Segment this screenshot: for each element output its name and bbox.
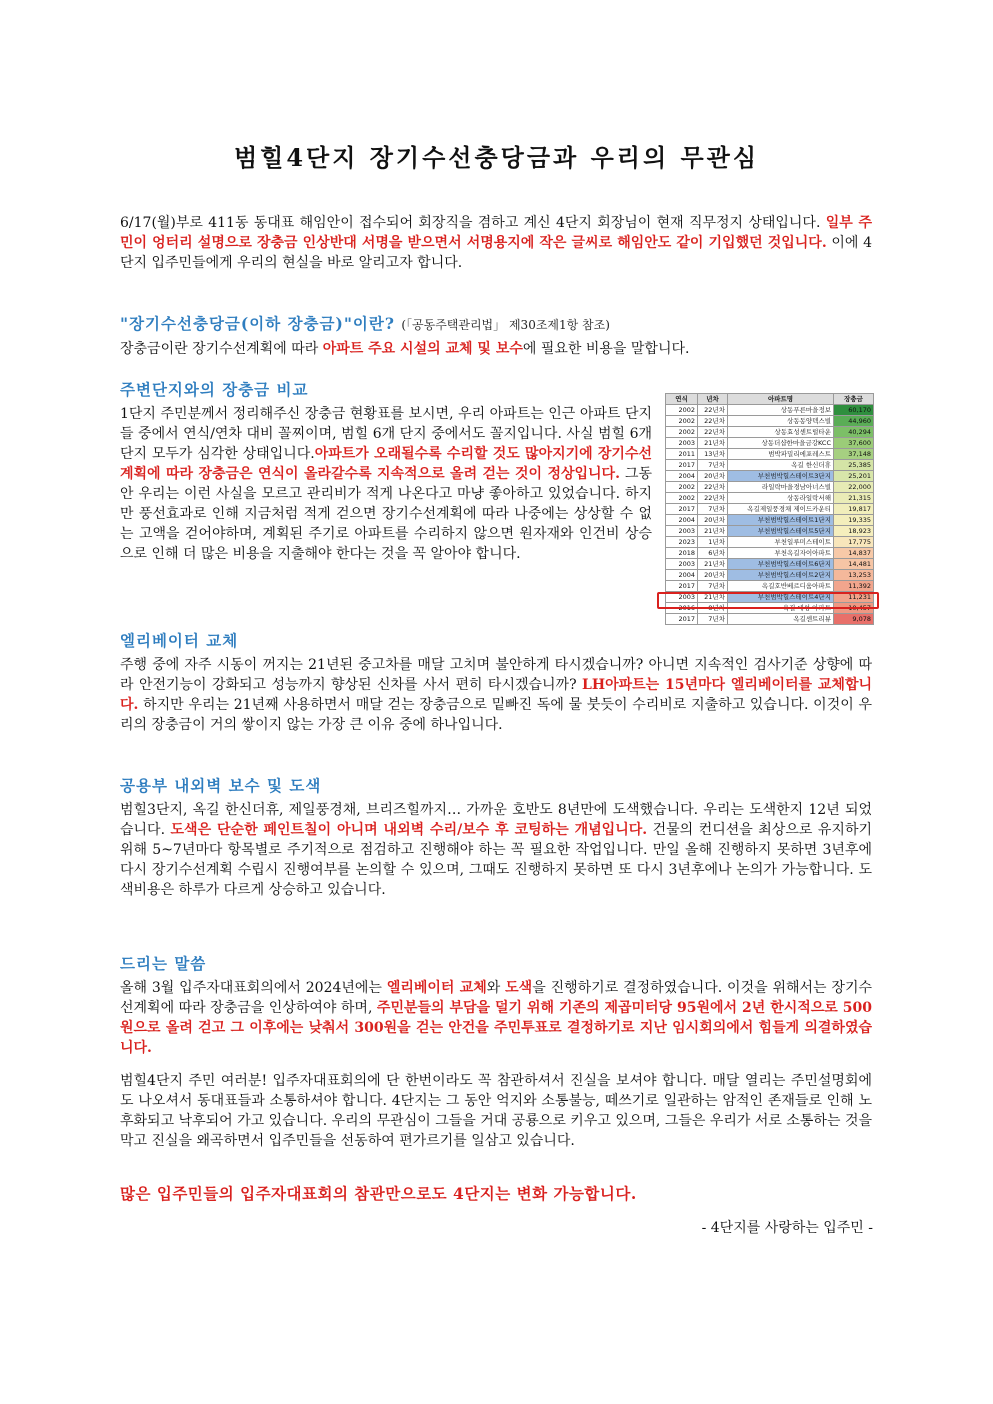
cell-fee: 37,600 (834, 438, 874, 449)
paint-highlight: 도색은 단순한 페인트칠이 아니며 내외벽 수리/보수 후 코팅하는 개념입니다. (170, 822, 648, 838)
cell-name: 옥길 대성 아파트 (728, 603, 834, 614)
signature: - 4단지를 사랑하는 입주민 - (701, 1220, 873, 1236)
col-fee: 장충금 (834, 394, 874, 405)
paint-text: 범힐3단지, 옥길 한신더휴, 제일풍경채, 브리즈힐까지… 가까운 호반도 8년만에 도색했습니다. 우리는 도색한지 12년 되었습니다. (120, 802, 872, 838)
cell-year: 2017 (666, 614, 698, 625)
compare-highlight: 아파트가 오래될수록 수리할 것도 많아지기에 장기수선계획에 따라 장충금은 연식이 올라갈수록 지속적으로 올려 걷는 것이 정상입니다. (120, 446, 653, 482)
cell-name: 부천범박힐스테이트4단지 (728, 592, 834, 603)
cell-fee: 14,837 (834, 548, 874, 559)
cell-year: 2004 (666, 570, 698, 581)
message-paragraph-1 (120, 978, 872, 1058)
cell-year: 2003 (666, 559, 698, 570)
cell-year: 2017 (666, 581, 698, 592)
cell-name: 옥길 한신더휴 (728, 460, 834, 471)
elevator-text: 주행 중에 자주 시동이 꺼지는 21년된 중고차를 매달 고치며 불안하게 타시겠습니까? 아니면 지속적인 검사기준 상향에 따라 안전기능이 강화되고 성능까지 향상된 신차를 사서 편히 타시겠습니까? (120, 657, 872, 693)
cell-age: 22년차 (698, 405, 728, 416)
cell-age: 1년차 (698, 537, 728, 548)
col-year: 연식 (666, 394, 698, 405)
definition-heading (120, 312, 610, 334)
message-paragraph-2: 범힐4단지 주민 여러분! 입주자대표회의에 단 한번이라도 꼭 참관하셔서 진실을 보셔야 합니다. 매달 열리는 주민설명회에도 나오셔서 동대표들과 소통하셔야 합니다. 4단지는 그 동안 억지와 소통불능, 떼쓰기로 일관하는 암적인 존재들로 인해 노후화되고 낙후되어 가고 있습니다. 우리의 무관심이 그들을 거대 공룡으로 키우고 있으며, 그들은 우리가 서로 소통하는 것을 막고 진실을 왜곡하면서 입주민들을 선동하여 편가르기를 일삼고 있습니다. (120, 1073, 872, 1149)
table-row (666, 548, 874, 559)
paint-text-end: 건물의 컨디션을 최상으로 유지하기 위해 5~7년마다 항목별로 주기적으로 점검하고 진행해야 하는 꼭 필요한 작업입니다. 만일 올해 진행하지 못하면 3년후에 다시 장기수선계획 수립시 진행여부를 논의할 수 있으며, 그때도 진행하지 못하면 또 다시 3년후에나 논의가 가능합니다. 도색비용은 하루가 다르게 상승하고 있습니다. (120, 822, 872, 898)
intro-text-end: 이에 4단지 입주민들에게 우리의 현실을 바로 알리고자 합니다. (120, 235, 872, 271)
table-row (666, 438, 874, 449)
cell-year: 2017 (666, 460, 698, 471)
cell-age: 20년차 (698, 515, 728, 526)
cell-age: 8년차 (698, 603, 728, 614)
cell-age: 22년차 (698, 416, 728, 427)
cell-fee: 44,960 (834, 416, 874, 427)
cell-fee: 25,201 (834, 471, 874, 482)
definition-heading-text: "장기수선충당금(이하 장충금)"이란? (120, 314, 395, 333)
cell-name: 상동라일락서해 (728, 493, 834, 504)
cell-fee: 37,148 (834, 449, 874, 460)
cell-year: 2002 (666, 416, 698, 427)
cell-name: 부천옥길자이아파트 (728, 548, 834, 559)
table-row (666, 405, 874, 416)
cell-age: 7년차 (698, 581, 728, 592)
table-row (666, 504, 874, 515)
col-age: 년차 (698, 394, 728, 405)
table-row (666, 460, 874, 471)
cell-year: 2003 (666, 438, 698, 449)
cell-fee: 22,000 (834, 482, 874, 493)
cell-year: 2023 (666, 537, 698, 548)
table-row (666, 427, 874, 438)
cell-fee: 19,335 (834, 515, 874, 526)
definition-text: 장충금이란 장기수선계획에 따라 (120, 341, 323, 357)
cell-name: 부천일루미스테이트 (728, 537, 834, 548)
table-row (666, 416, 874, 427)
cell-name: 범박파밀리에포레스트 (728, 449, 834, 460)
message-text: 을 진행하기로 결정하였습니다. 이것을 위해서는 장기수선계획에 따라 장충금을 인상하여야 하며, (120, 980, 872, 1016)
cell-fee: 17,775 (834, 537, 874, 548)
cell-name: 옥길센트리뷰 (728, 614, 834, 625)
message-text: 올해 3월 입주자대표회의에서 2024년에는 (120, 980, 387, 996)
cell-fee: 60,170 (834, 405, 874, 416)
cell-year: 2002 (666, 427, 698, 438)
cell-age: 21년차 (698, 526, 728, 537)
table-row (666, 537, 874, 548)
cell-age: 22년차 (698, 482, 728, 493)
cell-fee: 21,315 (834, 493, 874, 504)
cell-name: 라일락마을경남아너스빌 (728, 482, 834, 493)
table-row (666, 515, 874, 526)
cell-age: 7년차 (698, 504, 728, 515)
table-row (666, 471, 874, 482)
table-row (666, 493, 874, 504)
intro-highlight: 일부 주민이 엉터리 설명으로 장충금 인상반대 서명을 받으면서 서명용지에 작은 글씨로 해임안도 같이 기입했던 것입니다. (120, 215, 872, 251)
table-row (666, 482, 874, 493)
cell-age: 20년차 (698, 570, 728, 581)
cell-name: 상동푸른마을정보 (728, 405, 834, 416)
cell-year: 2003 (666, 526, 698, 537)
paint-heading: 공용부 내외벽 보수 및 도색 (120, 776, 322, 795)
cell-name: 상동효성센트럴타운 (728, 427, 834, 438)
paint-highlight-word: 도색 (505, 980, 533, 996)
cell-year: 2018 (666, 548, 698, 559)
table-row (666, 526, 874, 537)
cell-year: 2004 (666, 471, 698, 482)
cell-year: 2004 (666, 515, 698, 526)
cell-fee: 19,817 (834, 504, 874, 515)
elevator-replacement-highlight: 엘리베이터 교체 (386, 980, 487, 996)
cell-fee: 11,392 (834, 581, 874, 592)
cell-year: 2017 (666, 504, 698, 515)
intro-paragraph (120, 213, 872, 273)
definition-text-end: 에 필요한 비용을 말합니다. (522, 341, 690, 357)
cell-fee: 13,253 (834, 570, 874, 581)
table-row (666, 614, 874, 625)
cell-age: 22년차 (698, 427, 728, 438)
col-name: 아파트명 (728, 394, 834, 405)
fee-comparison-table (665, 393, 873, 625)
cell-age: 21년차 (698, 438, 728, 449)
cell-year: 2011 (666, 449, 698, 460)
fee-plan-highlight: 주민분들의 부담을 덜기 위해 기존의 제곱미터당 95원에서 2년 한시적으로 500원으로 올려 걷고 그 이후에는 낮춰서 300원을 걷는 안건을 주민투표로 결정하기로 지난 임시회의에서 힘들게 의결하였습니다. (120, 1000, 872, 1056)
elevator-paragraph (120, 655, 872, 735)
cell-name: 부천범박힐스테이트3단지 (728, 471, 834, 482)
cell-fee: 9,078 (834, 614, 874, 625)
elevator-text-end: 하지만 우리는 21년째 사용하면서 매달 걷는 장충금으로 밑빠진 독에 물 붓듯이 수리비로 지출하고 있습니다. 이것이 우리의 장충금이 거의 쌓이지 않는 가장 큰 이유 중에 하나입니다. (120, 697, 872, 733)
definition-highlight: 아파트 주요 시설의 교체 및 보수 (322, 341, 523, 357)
cell-fee: 10,457 (834, 603, 874, 614)
cell-fee: 14,481 (834, 559, 874, 570)
cell-age: 13년차 (698, 449, 728, 460)
highlight-box-4danji (657, 592, 879, 609)
table-row (666, 581, 874, 592)
cell-age: 22년차 (698, 493, 728, 504)
table-row (666, 449, 874, 460)
paint-paragraph (120, 800, 872, 900)
cell-name: 옥길호반베르디움아파트 (728, 581, 834, 592)
cell-fee: 25,385 (834, 460, 874, 471)
cell-year: 2003 (666, 592, 698, 603)
cell-age: 20년차 (698, 471, 728, 482)
cell-fee: 18,923 (834, 526, 874, 537)
message-heading: 드리는 말씀 (120, 954, 207, 973)
elevator-highlight: LH아파트는 15년마다 엘리베이터를 교체합니다. (120, 677, 872, 713)
intro-text: 6/17(월)부로 411동 동대표 해임안이 접수되어 회장직을 겸하고 계신 4단지 회장님이 현재 직무정지 상태입니다. (120, 215, 826, 231)
cell-year: 2002 (666, 493, 698, 504)
cell-year: 2002 (666, 482, 698, 493)
message-text: 와 (486, 980, 506, 996)
compare-paragraph (120, 404, 652, 564)
page-title: 범힐4단지 장기수선충당금과 우리의 무관심 (233, 143, 760, 172)
cell-age: 21년차 (698, 559, 728, 570)
compare-text-end: 그동안 우리는 이런 사실을 모르고 관리비가 적게 나온다고 마냥 좋아하고 있었습니다. 하지만 풍선효과로 인해 지금처럼 적게 걷으면 장기수선계획에 따라 나중에는 상상할 수 없는 고액을 걷어야하며, 계획된 주기로 아파트를 수리하지 않으면 원자재와 인건비 상승으로 인해 더 많은 비용을 지출해야 한다는 것을 꼭 알아야 합니다. (120, 466, 652, 562)
cell-name: 상동동양덱스빌 (728, 416, 834, 427)
table-row (666, 559, 874, 570)
compare-text: 1단지 주민분께서 정리해주신 장충금 현황표를 보시면, 우리 아파트는 인근 아파트 단지들 중에서 연식/연차 대비 꼴찌이며, 범힐 6개 단지 중에서도 꼴지입니다. 사실 범힐 6개 단지 모두가 심각한 상태입니다. (120, 406, 652, 462)
cell-age: 6년차 (698, 548, 728, 559)
cell-fee: 40,294 (834, 427, 874, 438)
elevator-heading: 엘리베이터 교체 (120, 631, 239, 650)
definition-paragraph (120, 339, 872, 359)
table-header-row (666, 394, 874, 405)
compare-heading: 주변단지와의 장충금 비교 (120, 380, 309, 399)
cell-age: 7년차 (698, 614, 728, 625)
cell-age: 21년차 (698, 592, 728, 603)
cell-name: 부천범박힐스테이트2단지 (728, 570, 834, 581)
cell-fee: 11,231 (834, 592, 874, 603)
cell-age: 7년차 (698, 460, 728, 471)
law-reference: (「공동주택관리법」 제30조제1항 참조) (401, 318, 610, 332)
cell-name: 옥길제일풍경채 제이드카운티 (728, 504, 834, 515)
cell-name: 상동더샵한마을금강KCC (728, 438, 834, 449)
cell-year: 2002 (666, 405, 698, 416)
table-row (666, 570, 874, 581)
closing-statement: 많은 입주민들의 입주자대표회의 참관만으로도 4단지는 변화 가능합니다. (120, 1184, 637, 1203)
cell-name: 부천범박힐스테이트1단지 (728, 515, 834, 526)
cell-year: 2016 (666, 603, 698, 614)
cell-name: 부천범박힐스테이트6단지 (728, 559, 834, 570)
cell-name: 부천범박힐스테이트5단지 (728, 526, 834, 537)
